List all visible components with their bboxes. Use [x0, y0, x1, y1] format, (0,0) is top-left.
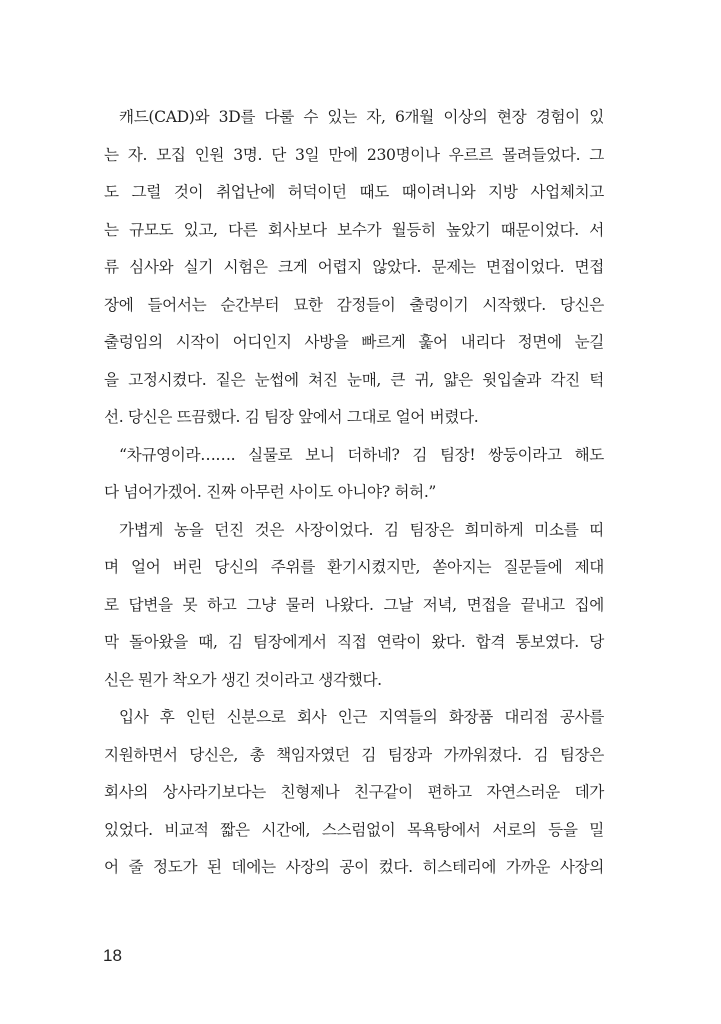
- text-line: 캐드(CAD)와 3D를 다룰 수 있는 자, 6개월 이상의 현장 경험이 있: [119, 108, 604, 126]
- text-line: 도 그럴 것이 취업난에 허덕이던 때도 때이려니와 지방 사업체치고: [104, 183, 604, 201]
- text-line: 지원하면서 당신은, 총 책임자였던 김 팀장과 가까워졌다. 김 팀장은: [104, 745, 604, 764]
- text-line: 입사 후 인턴 신분으로 회사 인근 지역들의 화장품 대리점 공사를: [119, 708, 604, 726]
- text-line: 선. 당신은 뜨끔했다. 김 팀장 앞에서 그대로 얼어 버렸다.: [104, 408, 479, 426]
- text-line: 어 줄 정도가 된 데에는 사장의 공이 컸다. 히스테리에 가까운 사장의: [104, 858, 604, 876]
- text-line: 며 얼어 버린 당신의 주위를 환기시켰지만, 쏟아지는 질문들에 제대: [104, 558, 604, 576]
- text-line: 회사의 상사라기보다는 친형제나 친구같이 편하고 자연스러운 데가: [104, 783, 604, 801]
- text-line: 을 고정시켰다. 짙은 눈썹에 쳐진 눈매, 큰 귀, 얇은 윗입술과 각진 턱: [104, 370, 604, 389]
- text-line: 는 규모도 있고, 다른 회사보다 보수가 월등히 높았기 때문이었다. 서: [104, 220, 604, 239]
- text-line: “차규영이라……. 실물로 보니 더하네? 김 팀장! 쌍둥이라고 해도: [119, 445, 604, 464]
- text-line: 가볍게 농을 던진 것은 사장이었다. 김 팀장은 희미하게 미소를 띠: [119, 520, 604, 539]
- text-line: 는 자. 모집 인원 3명. 단 3일 만에 230명이나 우르르 몰려들었다. 그: [104, 145, 604, 164]
- page-number: 18: [103, 946, 122, 965]
- text-line: 로 답변을 못 하고 그냥 물러 나왔다. 그날 저녁, 면접을 끝내고 집에: [104, 595, 604, 614]
- text-line: 있었다. 비교적 짧은 시간에, 스스럼없이 목욕탕에서 서로의 등을 밀: [104, 820, 604, 839]
- text-line: 신은 뭔가 착오가 생긴 것이라고 생각했다.: [104, 670, 382, 689]
- body-text: [104, 99, 604, 887]
- text-line: 다 넘어가겠어. 진짜 아무런 사이도 아니야? 허허.”: [104, 483, 437, 501]
- text-line: 막 돌아왔을 때, 김 팀장에게서 직접 연락이 왔다. 합격 통보였다. 당: [104, 633, 604, 651]
- text-line: 출렁임의 시작이 어디인지 사방을 빠르게 훑어 내리다 정면에 눈길: [104, 333, 604, 351]
- text-line: 장에 들어서는 순간부터 묘한 감정들이 출렁이기 시작했다. 당신은: [104, 295, 604, 314]
- text-line: 류 심사와 실기 시험은 크게 어렵지 않았다. 문제는 면접이었다. 면접: [104, 258, 604, 276]
